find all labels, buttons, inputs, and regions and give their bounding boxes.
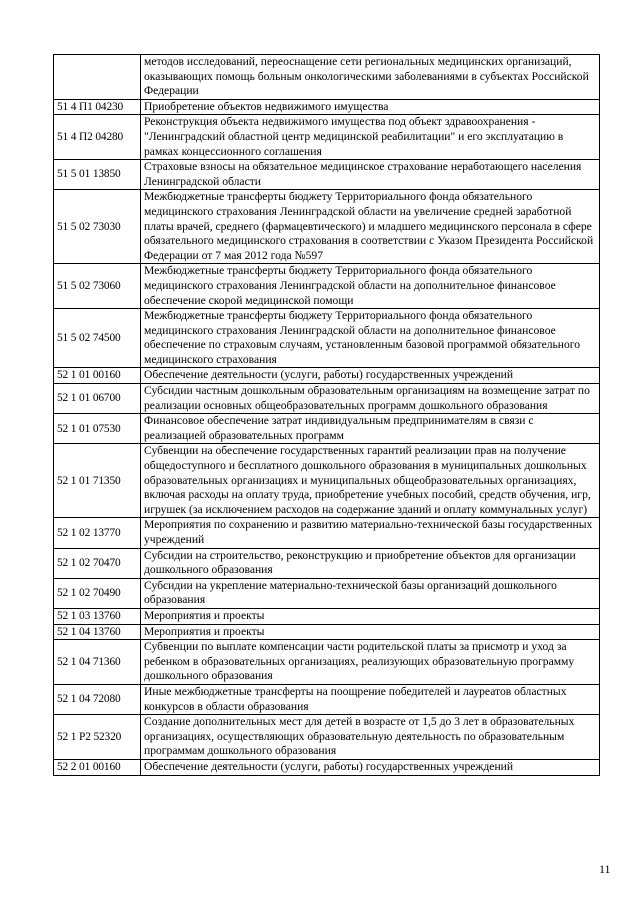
budget-code <box>54 55 141 100</box>
expense-description: Межбюджетные трансферты бюджету Территориального фонда обязательного медицинского страхования Ленинградской области на дополнительное финансовое обеспечение скорой медицинской помощи <box>141 264 600 309</box>
budget-code: 51 5 01 13850 <box>54 160 141 190</box>
table-row <box>54 608 600 624</box>
budget-code: 52 1 02 70490 <box>54 578 141 608</box>
table-row <box>54 264 600 309</box>
budget-code: 52 1 P2 52320 <box>54 715 141 760</box>
budget-code: 52 1 02 70470 <box>54 548 141 578</box>
budget-code: 52 1 04 71360 <box>54 640 141 685</box>
table-row <box>54 384 600 414</box>
page-number: 11 <box>599 862 611 876</box>
budget-code: 51 5 02 73030 <box>54 190 141 264</box>
table-row <box>54 115 600 160</box>
expense-description: методов исследований, переоснащение сети региональных медицинских организаций, оказывающих помощь больным онкологическими заболеваниями в субъектах Российской Федерации <box>141 55 600 100</box>
table-row <box>54 414 600 444</box>
expense-description: Мероприятия и проекты <box>141 608 600 624</box>
table-row <box>54 444 600 518</box>
table-row <box>54 309 600 368</box>
budget-classification-table <box>53 54 600 776</box>
table-row <box>54 55 600 100</box>
table-row <box>54 160 600 190</box>
expense-description: Субвенции на обеспечение государственных гарантий реализации прав на получение общедоступного и бесплатного дошкольного образования в муниципальных дошкольных образовательных организациях и муниципальных общеобразовательных организациях, включая расходы на оплату труда, приобретение учебных пособий, средств обучения, игр, игрушек (за исключением расходов на содержание зданий и оплату коммунальных услуг) <box>141 444 600 518</box>
budget-code: 52 1 01 71350 <box>54 444 141 518</box>
expense-description: Создание дополнительных мест для детей в возрасте от 1,5 до 3 лет в образовательных организациях, осуществляющих образовательную деятельность по образовательным программам дошкольного образования <box>141 715 600 760</box>
budget-code: 51 4 П2 04280 <box>54 115 141 160</box>
table-row <box>54 99 600 115</box>
expense-description: Мероприятия и проекты <box>141 624 600 640</box>
table-row <box>54 684 600 714</box>
table-row <box>54 578 600 608</box>
table-row <box>54 640 600 685</box>
expense-description: Обеспечение деятельности (услуги, работы) государственных учреждений <box>141 368 600 384</box>
budget-code: 52 1 04 72080 <box>54 684 141 714</box>
budget-code: 52 1 01 07530 <box>54 414 141 444</box>
expense-description: Межбюджетные трансферты бюджету Территориального фонда обязательного медицинского страхования Ленинградской области на дополнительное финансовое обеспечение по страховым случаям, установленным базовой программой обязательного медицинского страхования <box>141 309 600 368</box>
table-row <box>54 624 600 640</box>
expense-description: Страховые взносы на обязательное медицинское страхование неработающего населения Ленинградской области <box>141 160 600 190</box>
expense-description: Приобретение объектов недвижимого имущества <box>141 99 600 115</box>
budget-code: 52 1 01 06700 <box>54 384 141 414</box>
expense-description: Субсидии на строительство, реконструкцию и приобретение объектов для организации дошкольного образования <box>141 548 600 578</box>
table-row <box>54 518 600 548</box>
budget-code: 52 1 02 13770 <box>54 518 141 548</box>
expense-description: Межбюджетные трансферты бюджету Территориального фонда обязательного медицинского страхования Ленинградской области на увеличение средней заработной платы врачей, среднего (фармацевтического) и младшего медицинского персонала в сфере обязательного медицинского страхования в соответствии с Указом Президента Российской Федерации от 7 мая 2012 года №597 <box>141 190 600 264</box>
budget-code: 51 5 02 73060 <box>54 264 141 309</box>
expense-description: Иные межбюджетные трансферты на поощрение победителей и лауреатов областных конкурсов в области образования <box>141 684 600 714</box>
expense-description: Реконструкция объекта недвижимого имущества под объект здравоохранения - "Ленинградский областной центр медицинской реабилитации" и его эксплуатацию в рамках концессионного соглашения <box>141 115 600 160</box>
expense-description: Субвенции по выплате компенсации части родительской платы за присмотр и уход за ребенком в образовательных организациях, реализующих образовательную программу дошкольного образования <box>141 640 600 685</box>
table-row <box>54 190 600 264</box>
expense-description: Обеспечение деятельности (услуги, работы) государственных учреждений <box>141 759 600 775</box>
budget-code: 51 5 02 74500 <box>54 309 141 368</box>
expense-description: Субсидии на укрепление материально-технической базы организаций дошкольного образования <box>141 578 600 608</box>
expense-description: Субсидии частным дошкольным образовательным организациям на возмещение затрат по реализации основных общеобразовательных программ дошкольного образования <box>141 384 600 414</box>
budget-code: 51 4 П1 04230 <box>54 99 141 115</box>
budget-code: 52 2 01 00160 <box>54 759 141 775</box>
expense-description: Мероприятия по сохранению и развитию материально-технической базы государственных учреждений <box>141 518 600 548</box>
budget-code: 52 1 01 00160 <box>54 368 141 384</box>
table-row <box>54 759 600 775</box>
table-row <box>54 715 600 760</box>
expense-description: Финансовое обеспечение затрат индивидуальным предпринимателям в связи с реализацией образовательных программ <box>141 414 600 444</box>
budget-code: 52 1 04 13760 <box>54 624 141 640</box>
table-row <box>54 548 600 578</box>
table-row <box>54 368 600 384</box>
budget-code: 52 1 03 13760 <box>54 608 141 624</box>
